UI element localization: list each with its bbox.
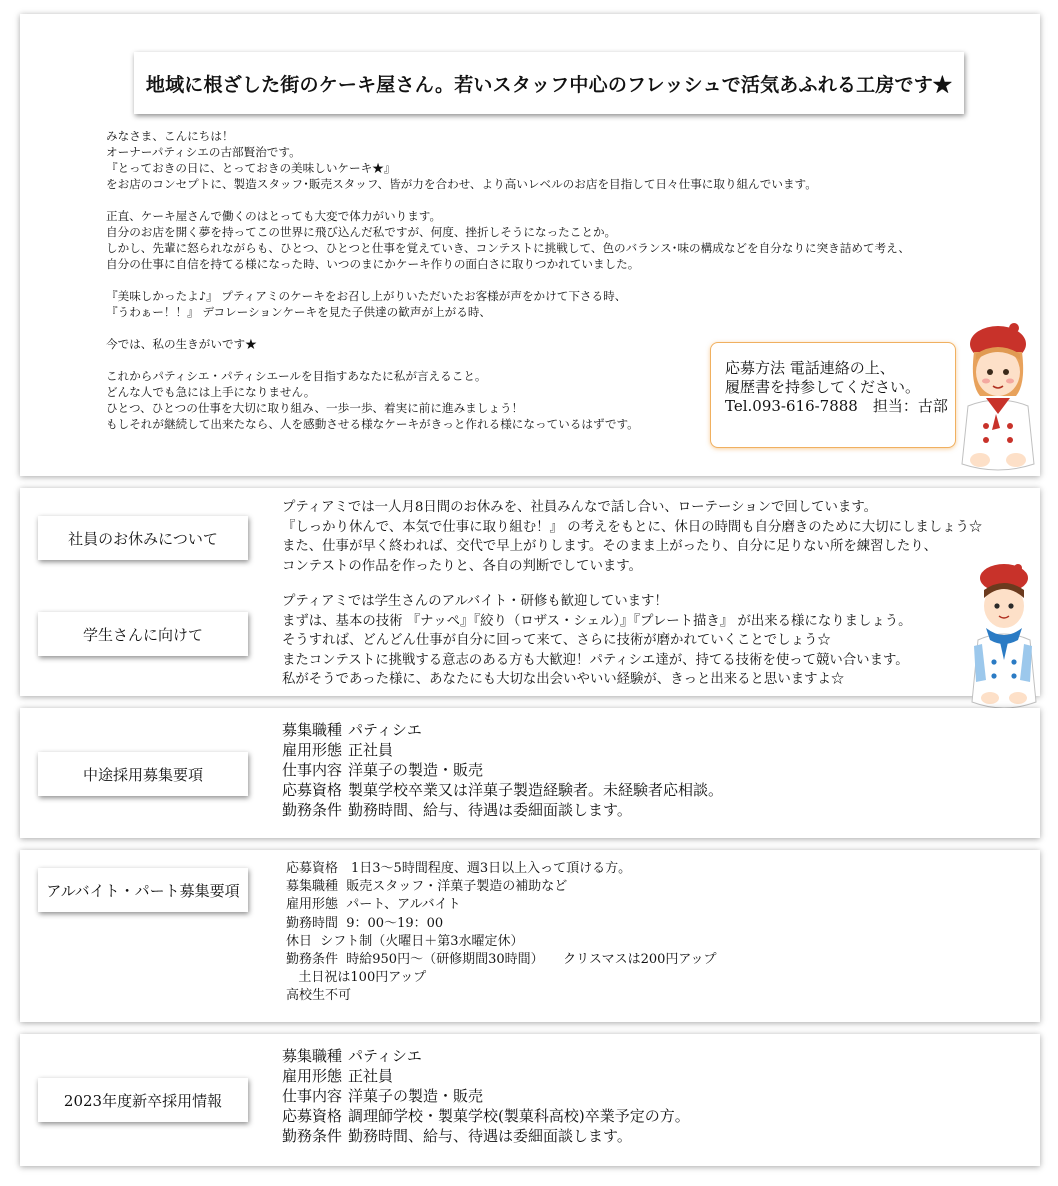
requirement-row — [282, 1106, 690, 1126]
greeting-line: 『とっておきの日に、とっておきの美味しいケーキ★』 — [106, 161, 396, 175]
requirement-row — [282, 740, 723, 760]
contact-line: 応募方法 電話連絡の上、 — [725, 359, 895, 377]
requirement-row — [282, 1066, 690, 1086]
greeting-line: ひとつ、ひとつの仕事を大切に取り組み、一歩一歩、着実に前に進みましょう！ — [106, 401, 524, 415]
parttime-line: 土日祝は100円アップ — [286, 970, 427, 986]
students-line: またコンテストに挑戦する意志のある方も大歓迎！パティシエ達が、持てる技術を使って競い合います。 — [282, 652, 909, 668]
holiday-line: コンテストの作品を作ったりと、各自の判断でしています。 — [282, 558, 642, 574]
greeting-line: 自分の仕事に自信を持てる様になった時、いつのまにかケーキ作りの面白さに取りつかれていました。 — [106, 257, 640, 271]
requirement-value: 洋菓子の製造・販売 — [348, 1087, 484, 1105]
greeting-line: オーナーパティシエの古部賢治です。 — [106, 145, 301, 159]
greeting-line: これからパティシエ・パティシエールを目指すあなたに私が言えること。 — [106, 369, 487, 383]
newgrad-requirements — [282, 1046, 690, 1146]
greeting-line: しかし、先輩に怒られながらも、ひとつ、ひとつと仕事を覚えていき、コンテストに挑戦して、色のバランス･味の構成などを自分なりに突き詰めて考え、 — [106, 241, 911, 255]
parttime-line: 勤務条件 時給950円～（研修期間30時間） クリスマスは200円アップ — [286, 952, 717, 968]
greeting-line: 今では、私の生きがいです★ — [106, 337, 257, 351]
students-line: まずは、基本の技術 『ナッペ』『絞り（ロザス・シェル）』『プレート描き』 が出来る様になりましょう。 — [282, 613, 912, 629]
newgrad-panel — [20, 1034, 1040, 1166]
requirement-row — [282, 1086, 690, 1106]
parttime-line: 休日 シフト制（火曜日＋第3水曜定休） — [286, 933, 524, 949]
headline-box — [134, 52, 964, 114]
female-chef-illustration — [950, 314, 1042, 476]
midcareer-label — [38, 752, 248, 796]
headline-text: 地域に根ざした街のケーキ屋さん。若いスタッフ中心のフレッシュで活気あふれる工房です★ — [145, 73, 953, 96]
parttime-line: 勤務時間 9：00～19：00 — [286, 915, 444, 931]
contact-line: 履歴書を持参してください。 — [725, 378, 921, 396]
requirement-row — [282, 800, 723, 820]
contact-line: Tel.093-616-7888 担当：古部 — [725, 397, 948, 415]
intro-panel — [20, 14, 1040, 476]
requirement-value: 調理師学校・製菓学校(製菓科高校)卒業予定の方。 — [348, 1107, 690, 1125]
paragraph-gap — [106, 320, 986, 336]
requirement-key: 勤務条件 — [282, 801, 343, 819]
requirement-row — [282, 760, 723, 780]
holiday-line: プティアミでは一人月8日間のお休みを、社員みんなで話し合い、ローテーションで回しています。 — [282, 500, 878, 515]
midcareer-label-text: 中途採用募集要項 — [82, 765, 203, 784]
male-chef-illustration — [964, 562, 1042, 718]
requirement-value: パティシエ — [348, 1047, 422, 1065]
requirement-row — [282, 720, 723, 740]
requirement-key: 雇用形態 — [282, 1067, 343, 1085]
holiday-label-text: 社員のお休みについて — [68, 529, 218, 548]
students-text — [282, 592, 912, 690]
parttime-panel — [20, 850, 1040, 1022]
holiday-line: また、仕事が早く終われば、交代で早上がりします。そのまま上がったり、自分に足りない所を練習したり、 — [282, 539, 938, 554]
staff-info-panel — [20, 488, 1040, 696]
parttime-line: 応募資格 1日3～5時間程度、週3日以上入って頂ける方。 — [286, 861, 632, 876]
parttime-line: 募集職種 販売スタッフ・洋菓子製造の補助など — [286, 879, 568, 895]
requirement-value: 洋菓子の製造・販売 — [348, 761, 484, 779]
newgrad-label-text: 2023年度新卒採用情報 — [63, 1091, 223, 1110]
students-label-text: 学生さんに向けて — [82, 625, 203, 644]
paragraph-gap — [106, 272, 986, 288]
parttime-line: 高校生不可 — [286, 988, 352, 1004]
requirement-key: 仕事内容 — [282, 761, 343, 779]
greeting-line: 『うわぁー！！』 デコレーションケーキを見た子供達の歓声が上がる時、 — [106, 305, 492, 319]
requirement-key: 雇用形態 — [282, 741, 343, 759]
midcareer-requirements — [282, 720, 723, 820]
parttime-label-text: アルバイト・パート募集要項 — [46, 881, 240, 900]
midcareer-panel — [20, 708, 1040, 838]
requirement-key: 募集職種 — [282, 1047, 343, 1065]
requirement-key: 勤務条件 — [282, 1127, 343, 1145]
requirement-key: 仕事内容 — [282, 1087, 343, 1105]
students-line: プティアミでは学生さんのアルバイト・研修も歓迎しています！ — [282, 594, 668, 609]
greeting-line: もしそれが継続して出来たなら、人を感動させる様なケーキがきっと作れる様になっているはずです。 — [106, 417, 639, 431]
greeting-line: 『美味しかったよ♪』 プティアミのケーキをお召し上がりいただいたお客様が声をかけて下さる時、 — [106, 289, 627, 303]
requirement-value: 勤務時間、給与、待遇は委細面談します。 — [348, 801, 632, 819]
holiday-text — [282, 498, 982, 576]
students-label — [38, 612, 248, 656]
requirement-value: 勤務時間、給与、待遇は委細面談します。 — [348, 1127, 632, 1145]
greeting-line: みなさま、こんにちは！ — [106, 129, 234, 143]
requirement-value: 正社員 — [348, 741, 394, 759]
newgrad-label — [38, 1078, 248, 1122]
holiday-label — [38, 516, 248, 560]
requirement-key: 募集職種 — [282, 721, 343, 739]
requirement-value: パティシエ — [348, 721, 422, 739]
requirement-row — [282, 1046, 690, 1066]
greeting-line: どんな人でも急には上手になりません。 — [106, 385, 316, 399]
parttime-label — [38, 868, 248, 912]
requirement-key: 応募資格 — [282, 1107, 343, 1125]
students-line: 私がそうであった様に、あなたにも大切な出会いやいい経験が、きっと出来ると思いますよ☆ — [282, 672, 845, 687]
students-line: そうすれば、どんどん仕事が自分に回って来て、さらに技術が磨かれていくことでしょう☆ — [282, 633, 831, 648]
requirement-value: 製菓学校卒業又は洋菓子製造経験者。未経験者応相談。 — [348, 781, 724, 799]
requirement-key: 応募資格 — [282, 781, 343, 799]
greeting-line: をお店のコンセプトに、製造スタッフ･販売スタッフ、皆が力を合わせ、より高いレベルのお店を目指して日々仕事に取り組んでいます。 — [106, 177, 817, 191]
parttime-line: 雇用形態 パート、アルバイト — [286, 897, 461, 913]
requirement-value: 正社員 — [348, 1067, 394, 1085]
requirement-row — [282, 1126, 690, 1146]
greeting-line: 自分のお店を開く夢を持ってこの世界に飛び込んだ私ですが、何度、挫折しそうになったことか。 — [106, 225, 617, 239]
holiday-line: 『しっかり休んで、本気で仕事に取り組む！』 の考えをもとに、休日の時間も自分磨きのために大切にしましょう☆ — [282, 519, 983, 535]
greeting-line: 正直、ケーキ屋さんで働くのはとっても大変で体力がいります。 — [106, 209, 442, 223]
application-contact-box — [710, 342, 956, 448]
parttime-requirements — [286, 860, 717, 1006]
requirement-row — [282, 780, 723, 800]
paragraph-gap — [106, 192, 986, 208]
